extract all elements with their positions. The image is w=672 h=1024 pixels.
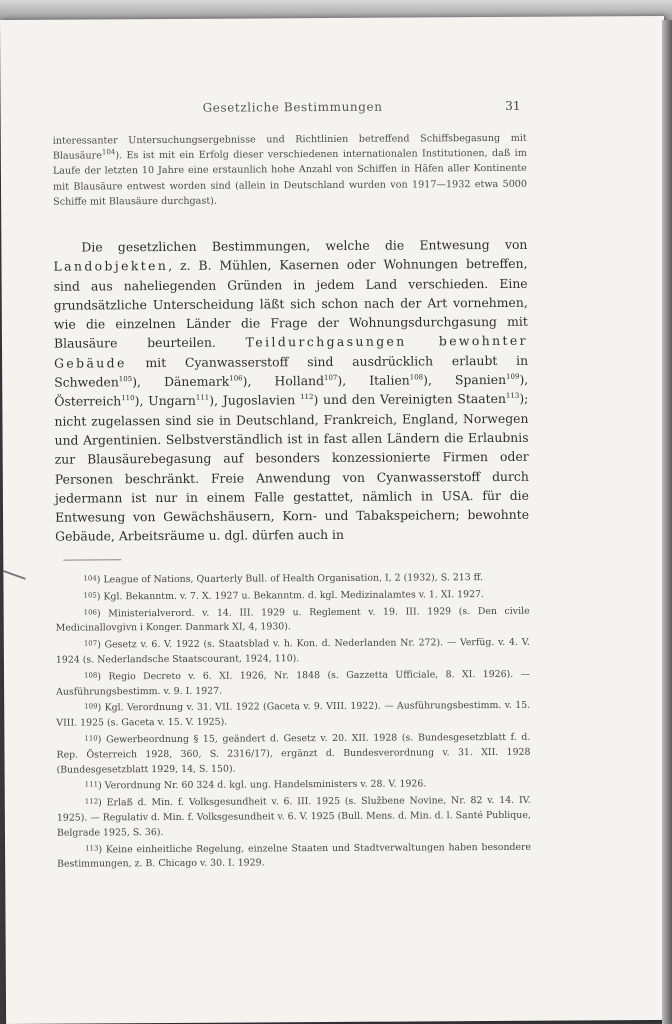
- main-text-12: ), Jugoslavien: [209, 392, 301, 409]
- footnote-number: 113: [85, 843, 99, 853]
- footnote-number: 108: [83, 671, 98, 680]
- main-text-11: ), Ungarn: [134, 393, 196, 409]
- footnote-text: ) League of Nations, Quarterly Bull. of Health Organisation, I, 2 (1932), S. 213 ff.: [96, 572, 484, 586]
- footnote-number: 106: [83, 608, 98, 617]
- main-text-7: ), Holland: [242, 373, 325, 389]
- footnote: [56, 634, 530, 668]
- footnote-ref-105: 105: [118, 375, 133, 384]
- main-spaced-landobjekten: Landobjekten: [53, 258, 169, 274]
- footnote: [56, 729, 530, 778]
- margin-mark: [3, 556, 25, 580]
- footnote: [57, 792, 531, 841]
- footnote-ref-104: 104: [101, 148, 116, 157]
- main-spaced-teildurchgasungen: Teildurchgasungen bewohnter Gebäude: [54, 333, 529, 371]
- footnote-ref-107: 107: [323, 373, 338, 382]
- main-text-14: ); nicht zugelassen sind sie in Deutschland, Frankreich, England, Norwegen und Argentinien. Selbstverständlich ist in fast allen Ländern die Erlaubnis zur Blausäurebegasung auf besonders konzessionierte Firmen oder Personen beschränkt. Freie Anwendung von Cyanwasserstoff durch jedermann ist nur in einem Falle gestattet, nämlich in USA. für die Entwesung von Gewächshäusern, Korn- und Tabakspeichern; bewohnte Gebäude, Arbeitsräume u. dgl. dürfen auch in: [54, 391, 530, 545]
- running-title: Gesetzliche Bestimmungen: [202, 99, 383, 115]
- footnote-text: ) Kgl. Bekanntm. v. 7. X. 1927 u. Bekanntm. d. kgl. Medizinalamtes v. 1. XI. 1927.: [96, 588, 485, 603]
- footnote-ref-109: 109: [506, 372, 520, 381]
- main-text-1: Die gesetzlichen Bestimmungen, welche die Entwesung von: [81, 236, 528, 255]
- intro-paragraph: [53, 131, 527, 210]
- page-edge-shadow: [662, 20, 672, 1024]
- footnote-separator: [63, 559, 121, 560]
- main-text-3: , z. B. Mühlen, Kasernen oder Wohnungen betreffen, sind aus naheliegenden Gründen in jedem Land verschieden. Eine grundsätzliche Unterscheidung läßt sich schon nach der Art vornehmen, wie die einzelnen Länder die Frage der Wohnungsdurchgasung mit Blausäure beurteilen.: [53, 256, 528, 352]
- footnote: [57, 838, 531, 872]
- footnote-text: ) Gewerbeordnung § 15, geändert d. Gesetz v. 20. XII. 1928 (s. Bundesgesetzblatt f. d. Rep. Österreich 1928, 360, S. 2316/17), ergänzt d. Bundesverordnung v. 31. XII. 1928 (Bundesgesetzblatt 1929, 14, S. 150).: [56, 731, 531, 776]
- footnote-ref-106: 106: [229, 374, 243, 383]
- footnote-ref-110: 110: [121, 394, 135, 403]
- footnote-text: ) Kgl. Verordnung v. 31. VII. 1922 (Gaceta v. 9. VIII. 1922). — Ausführungsbestimm. v. 15. VIII. 1925 (s. Gaceta v. 15. V. 1925).: [56, 700, 531, 729]
- footnote-number: 104: [83, 574, 97, 583]
- footnote: [56, 666, 530, 700]
- footnote-text: ) Gesetz v. 6. V. 1922 (s. Staatsblad v. h. Kon. d. Nederlanden Nr. 272). — Verfüg. v. 4. V. 1924 (s. Nederlandsche Staatscourant, 1924, 110).: [55, 636, 530, 666]
- footnote-ref-113: 113: [505, 392, 520, 401]
- main-text-8: ), Italien: [337, 372, 410, 389]
- main-text-6: ), Dänemark: [132, 373, 230, 390]
- main-text-10: ), Österreich: [54, 371, 529, 410]
- intro-text-1: interessanter Untersuchungsergebnisse und Richtlinien betreffend Schiffsbegasung mit Blausäure: [52, 132, 527, 162]
- footnote: [56, 697, 530, 731]
- intro-text-2: ). Es ist mit ein Erfolg dieser verschiedenen internationalen Institutionen, daß im Laufe der letzten 10 Jahre eine erstaunlich hohe Anzahl von Schiffen in Häfen aller Kontinente mit Blausäure entwest worden sind (allein in Deutschland wurden von 1917—1932 etwa 5000 Schiffe mit Blausäure durchgast).: [52, 147, 528, 208]
- footnote-number: 112: [84, 797, 99, 806]
- footnote-ref-111: 111: [195, 393, 210, 403]
- footnote-number: 109: [84, 702, 98, 711]
- footnote-ref-108: 108: [409, 373, 424, 382]
- footnote-number: 110: [84, 734, 98, 743]
- page-header: [52, 99, 520, 122]
- footnote-text: ) Regio Decreto v. 6. XI. 1926, Nr. 1848 (s. Gazzetta Ufficiale, 8. XI. 1926). — Ausführungsbestimm. v. 9. I. 1927.: [56, 668, 531, 698]
- footnote-ref-112: 112: [300, 393, 314, 402]
- footnote-text: ) Keine einheitliche Regelung, einzelne Staaten und Stadtverwaltungen haben besondere Bestimmungen, z. B. Chicago v. 30. I. 1929.: [57, 841, 532, 871]
- main-paragraph: [53, 235, 529, 547]
- main-text-13: ) und den Vereinigten Staaten: [313, 391, 506, 408]
- footnote: [56, 602, 530, 636]
- main-text-9: ), Spanien: [423, 371, 507, 388]
- main-text-5: mit Cyanwasserstoff sind ausdrücklich erlaubt in Schweden: [54, 352, 529, 390]
- footnote-text: ) Ministerialverord. v. 14. III. 1929 u. Reglement v. 19. III. 1929 (s. Den civile Medicinallovgivn i Konger. Danmark XI, 4, 1930).: [55, 605, 530, 635]
- footnote-text: ) Verordnung Nr. 60 324 d. kgl. ung. Handelsministers v. 28. V. 1926.: [98, 778, 427, 792]
- footnote-text: ) Erlaß d. Min. f. Volksgesundheit v. 6. III. 1925 (s. Službene Novine, Nr. 82 v. 14. IV. 1925). — Regulativ d. Min. f. Volksgesundheit v. 6. V. 1925 (Bull. Mens. d. Min. d. l. Santé Publique, Belgrade 1925, S. 36).: [56, 794, 531, 839]
- footnote-number: 105: [83, 591, 97, 600]
- footnotes: [55, 569, 531, 873]
- footnote-number: 107: [83, 639, 98, 648]
- book-page: [0, 16, 670, 1024]
- footnote-number: 111: [84, 780, 99, 789]
- page-number: 31: [505, 98, 521, 113]
